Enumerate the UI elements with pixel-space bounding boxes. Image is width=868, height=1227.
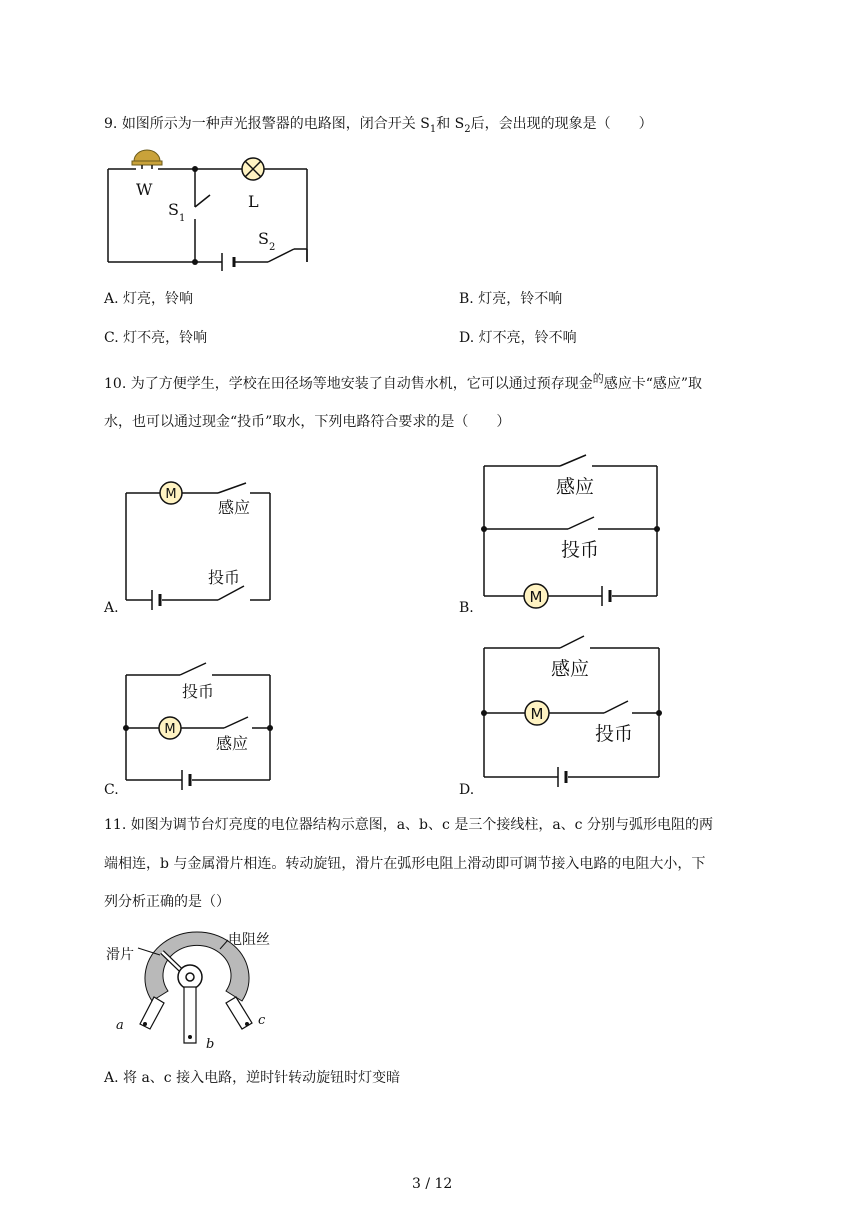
s1-label: S	[168, 200, 179, 219]
q10-circuit-d	[480, 635, 670, 785]
coin-label: 投币	[182, 682, 215, 701]
motor-label: M	[529, 588, 543, 606]
q9-option-c[interactable]	[104, 328, 207, 348]
option-key: D.	[459, 330, 475, 346]
terminal-c-label: c	[258, 1013, 266, 1028]
potentiometer-diagram	[100, 925, 300, 1055]
s2-label: S	[258, 229, 269, 248]
motor-icon	[524, 584, 548, 608]
q10-option-d-key[interactable]: D.	[459, 782, 475, 798]
q10-text: 10. 为了方便学生，学校在田径场等地安装了自动售水机，它可以通过预存现金	[104, 376, 593, 392]
q10-circuit-b	[480, 455, 670, 605]
q11-option-a[interactable]: A. 将 a、c 接入电路，逆时针转动旋钮时灯变暗	[104, 1070, 401, 1086]
q9-sub: 1	[429, 123, 437, 135]
q10-text: 感应卡“感应”取	[603, 376, 703, 392]
option-key: B.	[459, 291, 474, 307]
q9-stem-part: 后，会出现的现象是（ ）	[470, 116, 653, 132]
motor-label: M	[164, 722, 176, 737]
lamp-icon	[242, 158, 264, 180]
terminal-a-label: a	[116, 1018, 124, 1033]
junction-dot	[481, 710, 487, 716]
junction-dot	[123, 725, 129, 731]
bell-icon	[132, 150, 162, 169]
motor-icon	[160, 482, 182, 504]
q11-stem-line3: 列分析正确的是（）	[104, 894, 230, 910]
junction-dot	[267, 725, 273, 731]
terminal-b-label: b	[206, 1037, 215, 1052]
coin-label: 投币	[208, 568, 241, 587]
q10-circuit-c	[120, 660, 280, 790]
q9-stem-part: 和 S	[436, 116, 465, 132]
junction-dot	[654, 526, 660, 532]
q11-stem-line1: 11. 如图为调节台灯亮度的电位器结构示意图，a、b、c 是三个接线柱，a、c 分别与弧形电阻的两	[104, 817, 713, 833]
q10-option-b-key[interactable]: B.	[459, 600, 474, 616]
coin-label: 投币	[561, 539, 600, 561]
q10-option-c-key[interactable]: C.	[104, 782, 119, 798]
q10-circuit-a	[120, 480, 280, 610]
page-number: 3 / 12	[412, 1176, 453, 1192]
motor-icon	[159, 717, 181, 739]
coin-label: 投币	[595, 723, 634, 745]
option-text: 灯不亮，铃响	[123, 330, 208, 346]
terminal-b	[184, 987, 196, 1043]
junction-dot	[192, 259, 198, 265]
option-key: A.	[104, 291, 119, 307]
motor-label: M	[165, 487, 177, 502]
option-text: 灯亮，铃不响	[478, 291, 563, 307]
lamp-label: L	[248, 192, 259, 211]
sense-label: 感应	[218, 498, 251, 517]
q9-option-d[interactable]	[459, 328, 577, 348]
q10-text-small: 的	[592, 372, 604, 385]
s1-sub: 1	[179, 213, 186, 224]
q9-stem-part: 如图所示为一种声光报警器的电路图，闭合开关 S	[121, 116, 430, 132]
q10-stem-line1	[104, 374, 702, 395]
q9-circuit-diagram	[100, 145, 320, 275]
motor-icon	[525, 701, 549, 725]
motor-label: M	[530, 705, 544, 723]
option-text: 灯亮，铃响	[123, 291, 194, 307]
q9-option-a[interactable]	[104, 289, 193, 309]
q9-option-b[interactable]	[459, 289, 562, 309]
junction-dot	[192, 166, 198, 172]
q9-number: 9.	[104, 116, 118, 132]
bell-label: W	[136, 180, 153, 199]
q10-stem-line2: 水，也可以通过现金“投币”取水，下列电路符合要求的是（ ）	[104, 414, 511, 430]
q9-sub: 2	[464, 123, 471, 135]
q10-option-a-key[interactable]: A.	[104, 600, 119, 616]
slider-label: 滑片	[106, 947, 134, 963]
sense-label: 感应	[551, 658, 590, 680]
junction-dot	[481, 526, 487, 532]
wire-label: 电阻丝	[228, 932, 270, 948]
option-key: C.	[104, 330, 119, 346]
q9-stem	[104, 114, 653, 140]
option-text: 灯不亮，铃不响	[478, 330, 577, 346]
s2-sub: 2	[269, 242, 276, 253]
sense-label: 感应	[556, 476, 595, 498]
q11-stem-line2: 端相连，b 与金属滑片相连。转动旋钮，滑片在弧形电阻上滑动即可调节接入电路的电阻大小，下	[104, 856, 706, 872]
sense-label: 感应	[216, 734, 249, 753]
junction-dot	[656, 710, 662, 716]
